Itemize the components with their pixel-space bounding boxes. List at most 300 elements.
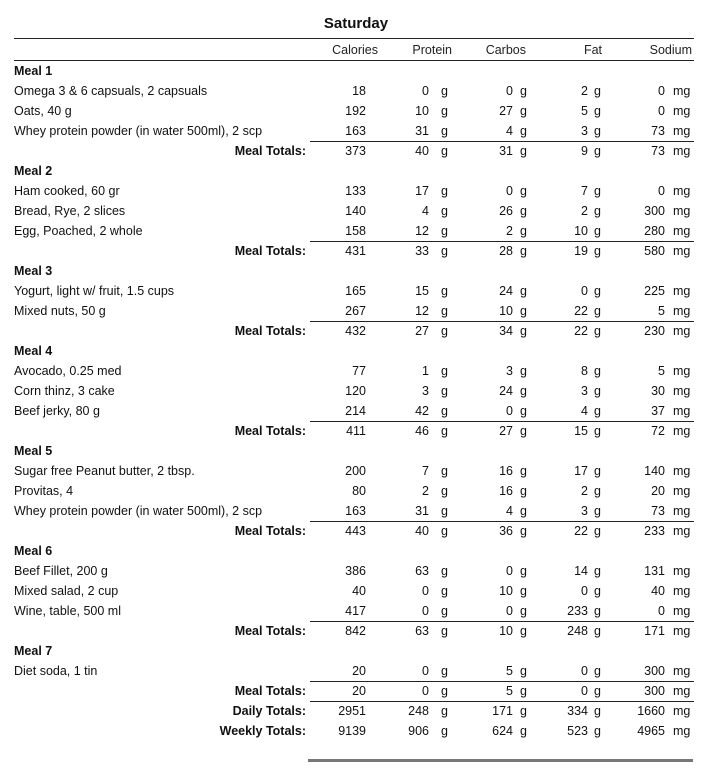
food-item-protein: 0: [422, 664, 429, 678]
food-item-protein: 3: [422, 384, 429, 398]
carbos-unit: g: [520, 84, 527, 98]
carbos-unit: g: [520, 424, 527, 438]
food-item-fat: 22: [574, 304, 588, 318]
sodium-unit: mg: [673, 684, 691, 698]
food-item-name: Beef jerky, 80 g: [14, 404, 100, 418]
food-item-fat: 5: [581, 104, 588, 118]
food-item-protein: 10: [415, 104, 429, 118]
food-item-calories: 192: [345, 104, 366, 118]
food-item-protein: 0: [422, 604, 429, 618]
fat-unit: g: [594, 104, 601, 118]
food-item-fat: 2: [581, 484, 588, 498]
meal-total-calories: 20: [352, 684, 366, 698]
column-header-fat: Fat: [583, 43, 602, 57]
food-item-carbos: 24: [499, 284, 513, 298]
meal-title: Meal 4: [14, 344, 53, 358]
food-item-sodium: 37: [651, 404, 665, 418]
meal-total-calories: 432: [345, 324, 366, 338]
meal-total-fat: 9: [581, 144, 588, 158]
meal-totals-label: Meal Totals:: [234, 624, 306, 638]
meal-header: [0, 261, 712, 281]
fat-unit: g: [594, 144, 601, 158]
daily-total-carbos: 171: [492, 704, 513, 718]
meal-total-carbos: 31: [499, 144, 513, 158]
column-header-calories: Calories: [332, 43, 378, 57]
meal-header: [0, 641, 712, 661]
carbos-unit: g: [520, 584, 527, 598]
food-item-carbos: 4: [506, 504, 513, 518]
fat-unit: g: [594, 204, 601, 218]
food-item-name: Corn thinz, 3 cake: [14, 384, 115, 398]
meal-header: [0, 341, 712, 361]
carbos-unit: g: [520, 384, 527, 398]
protein-unit: g: [441, 84, 448, 98]
food-item-name: Whey protein powder (in water 500ml), 2 scp: [14, 124, 263, 138]
food-item-protein: 63: [415, 564, 429, 578]
food-item-name: Egg, Poached, 2 whole: [14, 224, 143, 238]
food-item-carbos: 0: [506, 604, 513, 618]
food-item-protein: 0: [422, 84, 429, 98]
weekly-totals-label: Weekly Totals:: [219, 724, 306, 738]
protein-unit: g: [441, 384, 448, 398]
food-item-carbos: 3: [506, 364, 513, 378]
food-item-carbos: 10: [499, 304, 513, 318]
protein-unit: g: [441, 364, 448, 378]
food-item-name: Ham cooked, 60 gr: [14, 184, 120, 198]
meal-total-sodium: 233: [644, 524, 665, 538]
food-item-carbos: 16: [499, 484, 513, 498]
fat-unit: g: [594, 664, 601, 678]
food-item-protein: 4: [422, 204, 429, 218]
meal-header: [0, 541, 712, 561]
protein-unit: g: [441, 664, 448, 678]
meal-total-fat: 0: [581, 684, 588, 698]
food-item-calories: 214: [345, 404, 366, 418]
food-item-carbos: 0: [506, 404, 513, 418]
food-item-sodium: 0: [658, 84, 665, 98]
sodium-unit: mg: [673, 704, 691, 718]
food-item-sodium: 5: [658, 364, 665, 378]
fat-unit: g: [594, 484, 601, 498]
fat-unit: g: [594, 584, 601, 598]
food-item-row: [0, 561, 712, 581]
food-item-name: Diet soda, 1 tin: [14, 664, 98, 678]
meal-totals-label: Meal Totals:: [234, 524, 306, 538]
carbos-unit: g: [520, 144, 527, 158]
daily-total-calories: 2951: [338, 704, 366, 718]
food-item-fat: 10: [574, 224, 588, 238]
page-title: Saturday: [323, 15, 389, 32]
food-item-row: [0, 601, 712, 621]
meal-title: Meal 5: [14, 444, 53, 458]
carbos-unit: g: [520, 604, 527, 618]
page-bottom-rule: [308, 759, 693, 762]
food-item-calories: 18: [352, 84, 366, 98]
fat-unit: g: [594, 424, 601, 438]
meal-total-protein: 63: [415, 624, 429, 638]
sodium-unit: mg: [673, 624, 691, 638]
fat-unit: g: [594, 404, 601, 418]
food-item-row: [0, 81, 712, 101]
food-item-sodium: 131: [644, 564, 665, 578]
food-item-carbos: 10: [499, 584, 513, 598]
food-item-calories: 140: [345, 204, 366, 218]
food-item-fat: 3: [581, 384, 588, 398]
meal-total-calories: 431: [345, 244, 366, 258]
header-top-rule: [14, 38, 694, 39]
meal-total-carbos: 27: [499, 424, 513, 438]
meal-total-fat: 15: [574, 424, 588, 438]
protein-unit: g: [441, 484, 448, 498]
daily-total-fat: 334: [567, 704, 588, 718]
food-item-calories: 120: [345, 384, 366, 398]
food-item-carbos: 26: [499, 204, 513, 218]
sodium-unit: mg: [673, 564, 691, 578]
protein-unit: g: [441, 184, 448, 198]
food-item-name: Mixed nuts, 50 g: [14, 304, 106, 318]
food-item-name: Yogurt, light w/ fruit, 1.5 cups: [14, 284, 175, 298]
carbos-unit: g: [520, 524, 527, 538]
protein-unit: g: [441, 404, 448, 418]
food-item-carbos: 0: [506, 184, 513, 198]
protein-unit: g: [441, 424, 448, 438]
meal-total-sodium: 300: [644, 684, 665, 698]
protein-unit: g: [441, 204, 448, 218]
food-item-name: Sugar free Peanut butter, 2 tbsp.: [14, 464, 195, 478]
food-item-fat: 7: [581, 184, 588, 198]
food-item-row: [0, 101, 712, 121]
meal-total-fat: 19: [574, 244, 588, 258]
food-item-name: Mixed salad, 2 cup: [14, 584, 119, 598]
weekly-total-protein: 906: [408, 724, 429, 738]
meal-totals-row: [0, 521, 712, 541]
food-item-calories: 267: [345, 304, 366, 318]
protein-unit: g: [441, 504, 448, 518]
protein-unit: g: [441, 684, 448, 698]
food-item-fat: 3: [581, 504, 588, 518]
food-item-calories: 20: [352, 664, 366, 678]
fat-unit: g: [594, 684, 601, 698]
protein-unit: g: [441, 584, 448, 598]
sodium-unit: mg: [673, 84, 691, 98]
column-header-carbos: Carbos: [485, 43, 526, 57]
meal-total-fat: 22: [574, 524, 588, 538]
carbos-unit: g: [520, 404, 527, 418]
fat-unit: g: [594, 184, 601, 198]
protein-unit: g: [441, 124, 448, 138]
sodium-unit: mg: [673, 384, 691, 398]
sodium-unit: mg: [673, 604, 691, 618]
carbos-unit: g: [520, 664, 527, 678]
food-item-protein: 7: [422, 464, 429, 478]
food-item-protein: 2: [422, 484, 429, 498]
food-item-row: [0, 301, 712, 321]
sodium-unit: mg: [673, 524, 691, 538]
fat-unit: g: [594, 304, 601, 318]
meal-totals-label: Meal Totals:: [234, 424, 306, 438]
protein-unit: g: [441, 724, 448, 738]
carbos-unit: g: [520, 304, 527, 318]
protein-unit: g: [441, 284, 448, 298]
food-item-sodium: 0: [658, 604, 665, 618]
food-item-carbos: 2: [506, 224, 513, 238]
sodium-unit: mg: [673, 424, 691, 438]
food-item-sodium: 300: [644, 204, 665, 218]
food-item-fat: 0: [581, 584, 588, 598]
fat-unit: g: [594, 384, 601, 398]
food-item-protein: 15: [415, 284, 429, 298]
food-item-fat: 0: [581, 664, 588, 678]
sodium-unit: mg: [673, 284, 691, 298]
fat-unit: g: [594, 624, 601, 638]
food-item-sodium: 40: [651, 584, 665, 598]
sodium-unit: mg: [673, 104, 691, 118]
food-item-calories: 158: [345, 224, 366, 238]
meal-header: [0, 61, 712, 81]
food-item-fat: 2: [581, 204, 588, 218]
food-item-calories: 417: [345, 604, 366, 618]
meal-total-sodium: 580: [644, 244, 665, 258]
food-item-sodium: 300: [644, 664, 665, 678]
meal-total-protein: 40: [415, 524, 429, 538]
meal-totals-label: Meal Totals:: [234, 324, 306, 338]
food-item-calories: 80: [352, 484, 366, 498]
fat-unit: g: [594, 704, 601, 718]
carbos-unit: g: [520, 124, 527, 138]
protein-unit: g: [441, 304, 448, 318]
food-item-calories: 165: [345, 284, 366, 298]
food-item-sodium: 0: [658, 184, 665, 198]
meal-header: [0, 441, 712, 461]
fat-unit: g: [594, 244, 601, 258]
fat-unit: g: [594, 504, 601, 518]
food-item-carbos: 27: [499, 104, 513, 118]
meal-total-carbos: 28: [499, 244, 513, 258]
food-item-sodium: 73: [651, 504, 665, 518]
weekly-total-fat: 523: [567, 724, 588, 738]
sodium-unit: mg: [673, 184, 691, 198]
food-item-calories: 163: [345, 504, 366, 518]
food-item-name: Wine, table, 500 ml: [14, 604, 121, 618]
food-item-row: [0, 501, 712, 521]
meal-title: Meal 6: [14, 544, 53, 558]
food-item-protein: 31: [415, 124, 429, 138]
protein-unit: g: [441, 604, 448, 618]
fat-unit: g: [594, 564, 601, 578]
food-item-carbos: 16: [499, 464, 513, 478]
food-item-calories: 40: [352, 584, 366, 598]
food-item-calories: 133: [345, 184, 366, 198]
meal-total-protein: 27: [415, 324, 429, 338]
protein-unit: g: [441, 704, 448, 718]
meal-title: Meal 2: [14, 164, 53, 178]
food-item-protein: 1: [422, 364, 429, 378]
food-item-sodium: 140: [644, 464, 665, 478]
sodium-unit: mg: [673, 724, 691, 738]
protein-unit: g: [441, 144, 448, 158]
fat-unit: g: [594, 464, 601, 478]
food-item-fat: 2: [581, 84, 588, 98]
meal-totals-label: Meal Totals:: [234, 684, 306, 698]
meal-total-carbos: 10: [499, 624, 513, 638]
protein-unit: g: [441, 324, 448, 338]
daily-total-protein: 248: [408, 704, 429, 718]
sodium-unit: mg: [673, 404, 691, 418]
carbos-unit: g: [520, 624, 527, 638]
food-item-protein: 31: [415, 504, 429, 518]
meal-total-carbos: 34: [499, 324, 513, 338]
food-item-carbos: 0: [506, 564, 513, 578]
protein-unit: g: [441, 624, 448, 638]
fat-unit: g: [594, 284, 601, 298]
meal-total-carbos: 5: [506, 684, 513, 698]
sodium-unit: mg: [673, 224, 691, 238]
carbos-unit: g: [520, 464, 527, 478]
food-item-carbos: 0: [506, 84, 513, 98]
food-item-fat: 8: [581, 364, 588, 378]
food-item-sodium: 30: [651, 384, 665, 398]
carbos-unit: g: [520, 324, 527, 338]
sodium-unit: mg: [673, 464, 691, 478]
food-item-name: Omega 3 & 6 capsuals, 2 capsuals: [14, 84, 208, 98]
food-item-sodium: 280: [644, 224, 665, 238]
protein-unit: g: [441, 524, 448, 538]
food-item-name: Oats, 40 g: [14, 104, 72, 118]
food-item-row: [0, 661, 712, 681]
sodium-unit: mg: [673, 324, 691, 338]
meal-total-protein: 0: [422, 684, 429, 698]
meal-total-calories: 373: [345, 144, 366, 158]
carbos-unit: g: [520, 244, 527, 258]
food-item-carbos: 4: [506, 124, 513, 138]
fat-unit: g: [594, 524, 601, 538]
food-item-fat: 233: [567, 604, 588, 618]
meal-totals-label: Meal Totals:: [234, 144, 306, 158]
sodium-unit: mg: [673, 584, 691, 598]
carbos-unit: g: [520, 364, 527, 378]
food-item-carbos: 5: [506, 664, 513, 678]
fat-unit: g: [594, 84, 601, 98]
sodium-unit: mg: [673, 144, 691, 158]
meal-total-calories: 443: [345, 524, 366, 538]
food-item-row: [0, 181, 712, 201]
sodium-unit: mg: [673, 504, 691, 518]
food-item-row: [0, 461, 712, 481]
carbos-unit: g: [520, 484, 527, 498]
meal-totals-row: [0, 241, 712, 261]
food-item-name: Beef Fillet, 200 g: [14, 564, 108, 578]
food-item-name: Bread, Rye, 2 slices: [14, 204, 126, 218]
food-item-sodium: 5: [658, 304, 665, 318]
column-header-sodium: Sodium: [649, 43, 692, 57]
meal-total-sodium: 230: [644, 324, 665, 338]
meal-header: [0, 161, 712, 181]
meal-total-calories: 842: [345, 624, 366, 638]
meal-total-fat: 22: [574, 324, 588, 338]
column-header-protein: Protein: [412, 43, 452, 57]
daily-totals-label: Daily Totals:: [232, 704, 306, 718]
meal-total-carbos: 36: [499, 524, 513, 538]
carbos-unit: g: [520, 724, 527, 738]
food-item-sodium: 0: [658, 104, 665, 118]
carbos-unit: g: [520, 504, 527, 518]
meal-title: Meal 3: [14, 264, 53, 278]
food-item-sodium: 20: [651, 484, 665, 498]
meal-totals-row: [0, 681, 712, 701]
sodium-unit: mg: [673, 484, 691, 498]
daily-total-sodium: 1660: [637, 704, 665, 718]
weekly-total-calories: 9139: [338, 724, 366, 738]
meal-totals-row: [0, 421, 712, 441]
weekly-total-sodium: 4965: [637, 724, 665, 738]
food-item-row: [0, 381, 712, 401]
sodium-unit: mg: [673, 664, 691, 678]
food-item-protein: 12: [415, 304, 429, 318]
sodium-unit: mg: [673, 124, 691, 138]
food-item-protein: 17: [415, 184, 429, 198]
protein-unit: g: [441, 564, 448, 578]
fat-unit: g: [594, 724, 601, 738]
fat-unit: g: [594, 224, 601, 238]
weekly-totals-row: [0, 721, 712, 741]
meal-total-fat: 248: [567, 624, 588, 638]
meal-total-protein: 46: [415, 424, 429, 438]
column-header-row: [0, 40, 712, 60]
sodium-unit: mg: [673, 244, 691, 258]
food-item-protein: 42: [415, 404, 429, 418]
protein-unit: g: [441, 224, 448, 238]
meal-totals-label: Meal Totals:: [234, 244, 306, 258]
meal-total-calories: 411: [346, 424, 366, 438]
sodium-unit: mg: [673, 304, 691, 318]
food-item-name: Whey protein powder (in water 500ml), 2 scp: [14, 504, 263, 518]
meal-total-sodium: 73: [651, 144, 665, 158]
food-item-fat: 14: [574, 564, 588, 578]
food-item-protein: 0: [422, 584, 429, 598]
food-item-sodium: 225: [644, 284, 665, 298]
fat-unit: g: [594, 604, 601, 618]
meal-total-protein: 40: [415, 144, 429, 158]
carbos-unit: g: [520, 284, 527, 298]
meal-title: Meal 1: [14, 64, 53, 78]
carbos-unit: g: [520, 564, 527, 578]
food-item-row: [0, 221, 712, 241]
carbos-unit: g: [520, 184, 527, 198]
food-item-row: [0, 481, 712, 501]
food-item-sodium: 73: [651, 124, 665, 138]
protein-unit: g: [441, 244, 448, 258]
carbos-unit: g: [520, 704, 527, 718]
food-item-calories: 77: [352, 364, 366, 378]
sodium-unit: mg: [673, 204, 691, 218]
carbos-unit: g: [520, 684, 527, 698]
food-item-protein: 12: [415, 224, 429, 238]
food-item-calories: 200: [345, 464, 366, 478]
meal-totals-row: [0, 321, 712, 341]
daily-totals-row: [0, 701, 712, 721]
food-item-fat: 4: [581, 404, 588, 418]
food-item-name: Provitas, 4: [14, 484, 74, 498]
food-item-row: [0, 121, 712, 141]
food-item-row: [0, 281, 712, 301]
meal-title: Meal 7: [14, 644, 53, 658]
food-item-calories: 163: [345, 124, 366, 138]
carbos-unit: g: [520, 224, 527, 238]
food-item-name: Avocado, 0.25 med: [14, 364, 122, 378]
food-item-carbos: 24: [499, 384, 513, 398]
food-item-fat: 3: [581, 124, 588, 138]
carbos-unit: g: [520, 204, 527, 218]
